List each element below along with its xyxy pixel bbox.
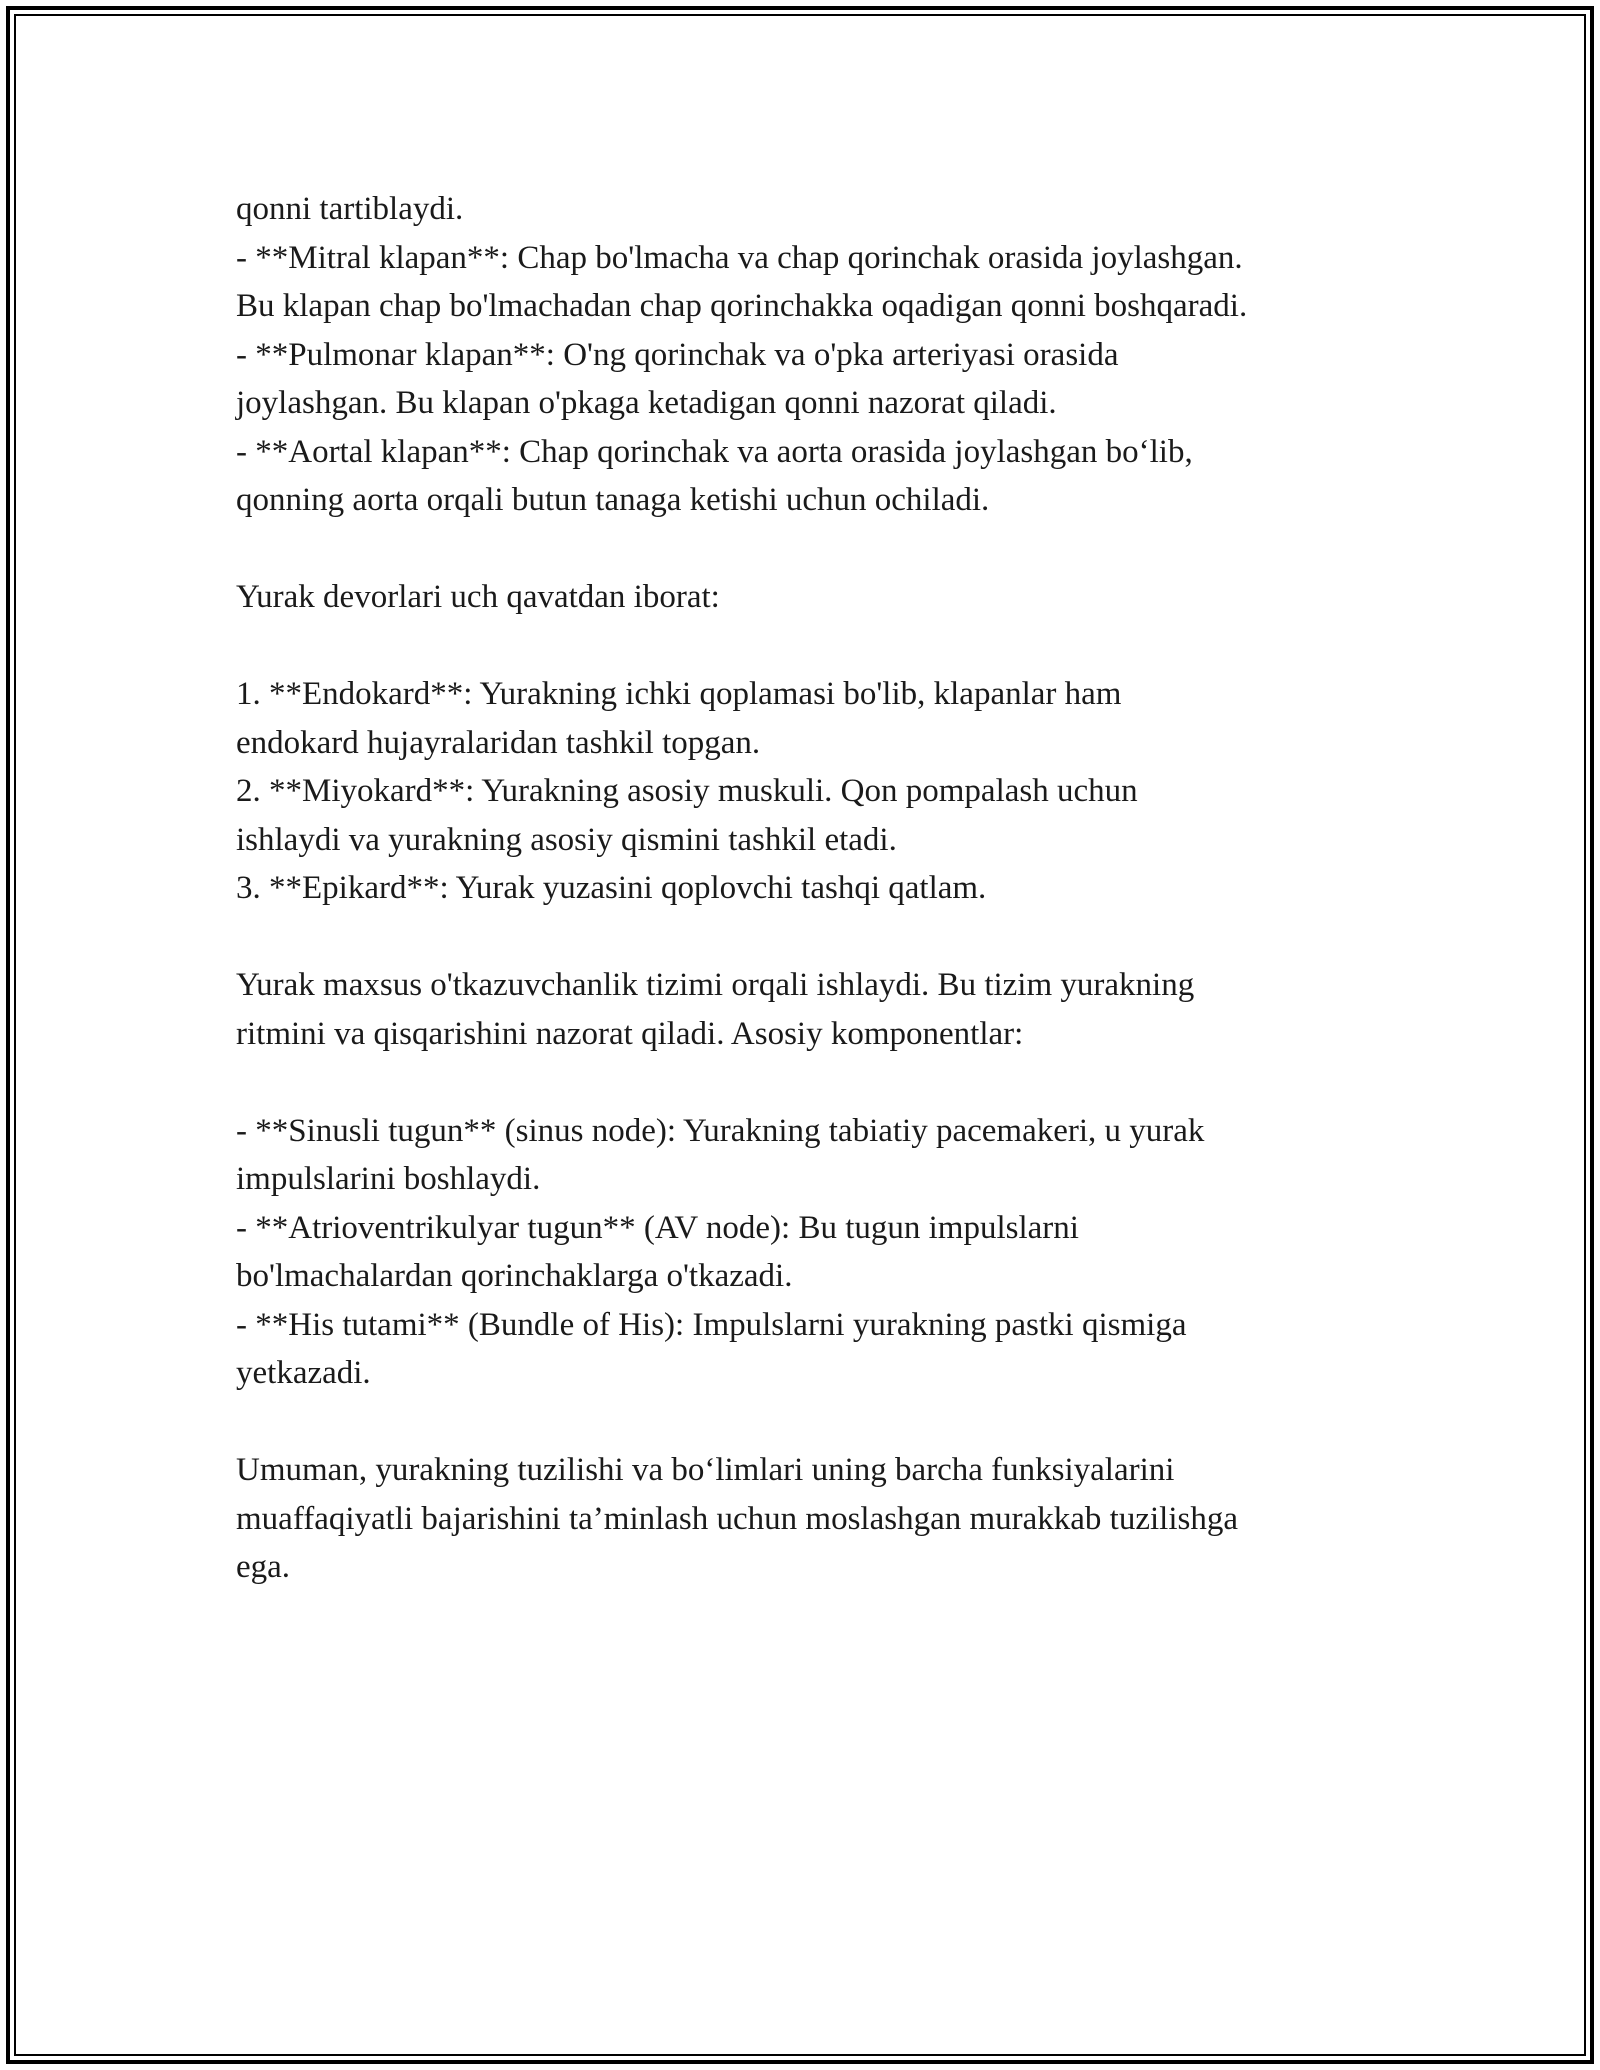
list-conduction [236,1107,1396,1398]
text-line: - **Aortal klapan**: Chap qorinchak va aorta orasida joylashgan bo‘lib, [236,433,1193,470]
text-line: 1. **Endokard**: Yurakning ichki qoplamasi bo'lib, klapanlar ham [236,676,1122,712]
paragraph-gap [236,1058,1396,1107]
text-line: 2. **Miyokard**: Yurakning asosiy muskuli. Qon pompalash uchun [236,773,1138,809]
text-line: Yurak devorlari uch qavatdan iborat: [236,579,720,615]
paragraph-gap [236,525,1396,574]
list-walls [236,670,1396,913]
text-line: ega. [236,1549,291,1585]
text-line: Yurak maxsus o'tkazuvchanlik tizimi orqali ishlaydi. Bu tizim yurakning [236,967,1195,1003]
text-line: - **Pulmonar klapan**: O'ng qorinchak va o'pka arteriyasi orasida [236,336,1119,373]
paragraph-valves-continued [236,185,1396,525]
paragraph-conduction-intro [236,961,1396,1058]
text-line: Umuman, yurakning tuzilishi va bo‘limlari uning barcha funksiyalarini [236,1452,1175,1488]
text-line: yetkazadi. [236,1355,371,1391]
text-line: - **His tutami** (Bundle of His): Impulslarni yurakning pastki qismiga [236,1306,1187,1343]
text-line: Bu klapan chap bo'lmachadan chap qorinchakka oqadigan qonni boshqaradi. [236,288,1248,324]
text-line: joylashgan. Bu klapan o'pkaga ketadigan qonni nazorat qiladi. [236,385,1057,421]
text-line: - **Mitral klapan**: Chap bo'lmacha va chap qorinchak orasida joylashgan. [236,239,1243,276]
paragraph-gap [236,913,1396,962]
text-line: qonning aorta orqali butun tanaga ketishi uchun ochiladi. [236,482,990,518]
document-body [236,185,1396,1592]
text-line: endokard hujayralaridan tashkil topgan. [236,724,761,761]
text-line: - **Sinusli tugun** (sinus node): Yurakning tabiatiy pacemakeri, u yurak [236,1112,1205,1149]
paragraph-walls-intro [236,573,1396,622]
text-line: 3. **Epikard**: Yurak yuzasini qoplovchi tashqi qatlam. [236,870,987,906]
text-line: ritmini va qisqarishini nazorat qiladi. Asosiy komponentlar: [236,1015,1024,1052]
text-line: ishlaydi va yurakning asosiy qismini tashkil etadi. [236,821,897,858]
paragraph-conclusion [236,1446,1396,1592]
text-line: - **Atrioventrikulyar tugun** (AV node): Bu tugun impulslarni [236,1209,1079,1246]
paragraph-gap [236,1398,1396,1447]
text-line: impulslarini boshlaydi. [236,1161,541,1197]
paragraph-gap [236,622,1396,671]
text-line: muaffaqiyatli bajarishini ta’minlash uchun moslashgan murakkab tuzilishga [236,1500,1238,1537]
text-line: qonni tartiblaydi. [236,191,464,227]
text-line: bo'lmachalardan qorinchaklarga o'tkazadi. [236,1258,793,1294]
